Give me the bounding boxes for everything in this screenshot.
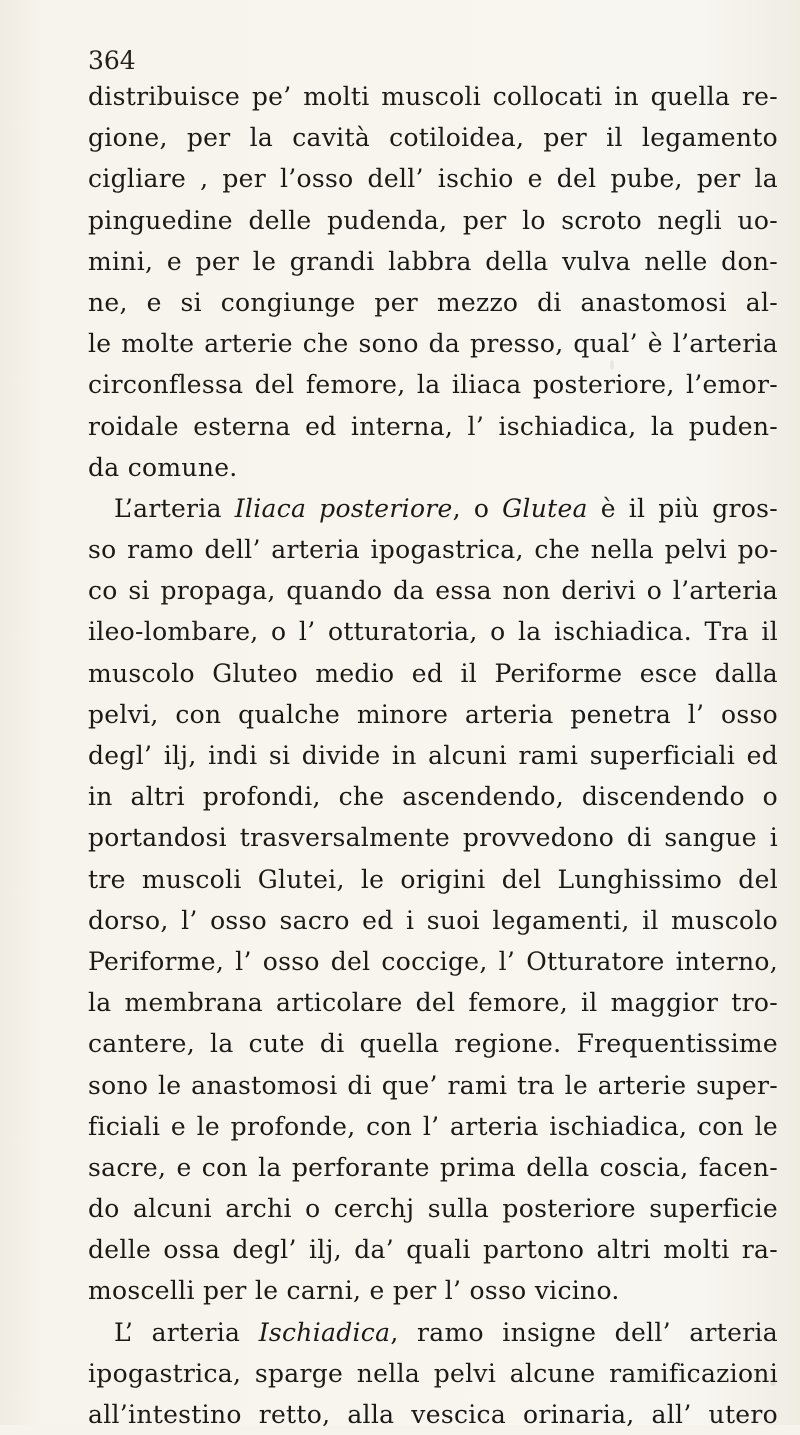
text-line: do alcuni archi o cerchj sulla posteriore superficie (88, 1194, 778, 1224)
text-run: è il più gros- (587, 493, 778, 523)
text-line: circonflessa del femore, la iliaca posteriore, l’emor- (88, 370, 778, 400)
text-run: L’ arteria (114, 1317, 259, 1347)
page-number: 364 (88, 46, 136, 75)
text-line: ipogastrica, sparge nella pelvi alcune ramificazioni (88, 1358, 778, 1388)
text-line: muscolo Gluteo medio ed il Periforme esce dalla (88, 658, 778, 688)
text-line: gione, per la cavità cotiloidea, per il legamento (88, 123, 778, 153)
text-line: all’intestino retto, alla vescica orinaria, all’ utero (88, 1400, 778, 1429)
text-line: ileo-lombare, o l’ otturatoria, o la ischiadica. Tra il (88, 617, 778, 647)
text-run: L’arteria (114, 493, 235, 523)
text-line: le molte arterie che sono da presso, qual’ è l’arteria (88, 329, 778, 359)
text-line: Periforme, l’ osso del coccige, l’ Otturatore interno, (88, 946, 778, 976)
italic-term: Iliaca posteriore (234, 493, 453, 523)
text-line: la membrana articolare del femore, il maggior tro- (88, 988, 778, 1018)
text-line-paragraph-start (88, 1312, 778, 1353)
text-line: da comune. (88, 452, 238, 482)
text-line: sono le anastomosi di que’ rami tra le arterie super- (88, 1070, 778, 1100)
italic-term: Glutea (502, 493, 588, 523)
text-run: , ramo insigne dell’ arteria (390, 1317, 778, 1347)
body-text (88, 76, 778, 1435)
text-line: degl’ ilj, indi si divide in alcuni rami superficiali ed (88, 741, 778, 770)
text-line: distribuisce pe’ molti muscoli collocati in quella re- (88, 82, 778, 111)
text-line-paragraph-start (88, 488, 778, 529)
text-line: so ramo dell’ arteria ipogastrica, che nella pelvi po- (88, 535, 778, 565)
italic-term: Ischiadica (258, 1317, 391, 1347)
text-line: ne, e si congiunge per mezzo di anastomosi al- (88, 287, 778, 317)
text-line: in altri profondi, che ascendendo, discendendo o (88, 782, 778, 812)
text-line: sacre, e con la perforante prima della coscia, facen- (88, 1152, 778, 1182)
text-line: co si propaga, quando da essa non derivi o l’arteria (88, 576, 778, 606)
text-line: roidale esterna ed interna, l’ ischiadica, la puden- (88, 411, 778, 441)
text-line: portandosi trasversalmente provvedono di sangue i (88, 823, 778, 853)
text-line: mini, e per le grandi labbra della vulva nelle don- (88, 246, 778, 276)
text-line: cigliare , per l’osso dell’ ischio e del pube, per la (88, 164, 778, 194)
paper-speck (770, 1380, 776, 1386)
paper-speck (610, 360, 614, 370)
text-line: pinguedine delle pudenda, per lo scroto negli uo- (88, 205, 778, 235)
text-run: , o (452, 493, 503, 523)
text-line: tre muscoli Glutei, le origini del Lunghissimo del (88, 864, 778, 894)
text-line: pelvi, con qualche minore arteria penetra l’ osso (88, 699, 778, 729)
text-line: delle ossa degl’ ilj, da’ quali partono altri molti ra- (88, 1235, 778, 1265)
text-line: moscelli per le carni, e per l’ osso vicino. (88, 1276, 620, 1306)
text-line: ficiali e le profonde, con l’ arteria ischiadica, con le (88, 1111, 778, 1141)
text-line: cantere, la cute di quella regione. Frequentissime (88, 1029, 778, 1059)
text-line: dorso, l’ osso sacro ed i suoi legamenti, il muscolo (88, 905, 778, 935)
